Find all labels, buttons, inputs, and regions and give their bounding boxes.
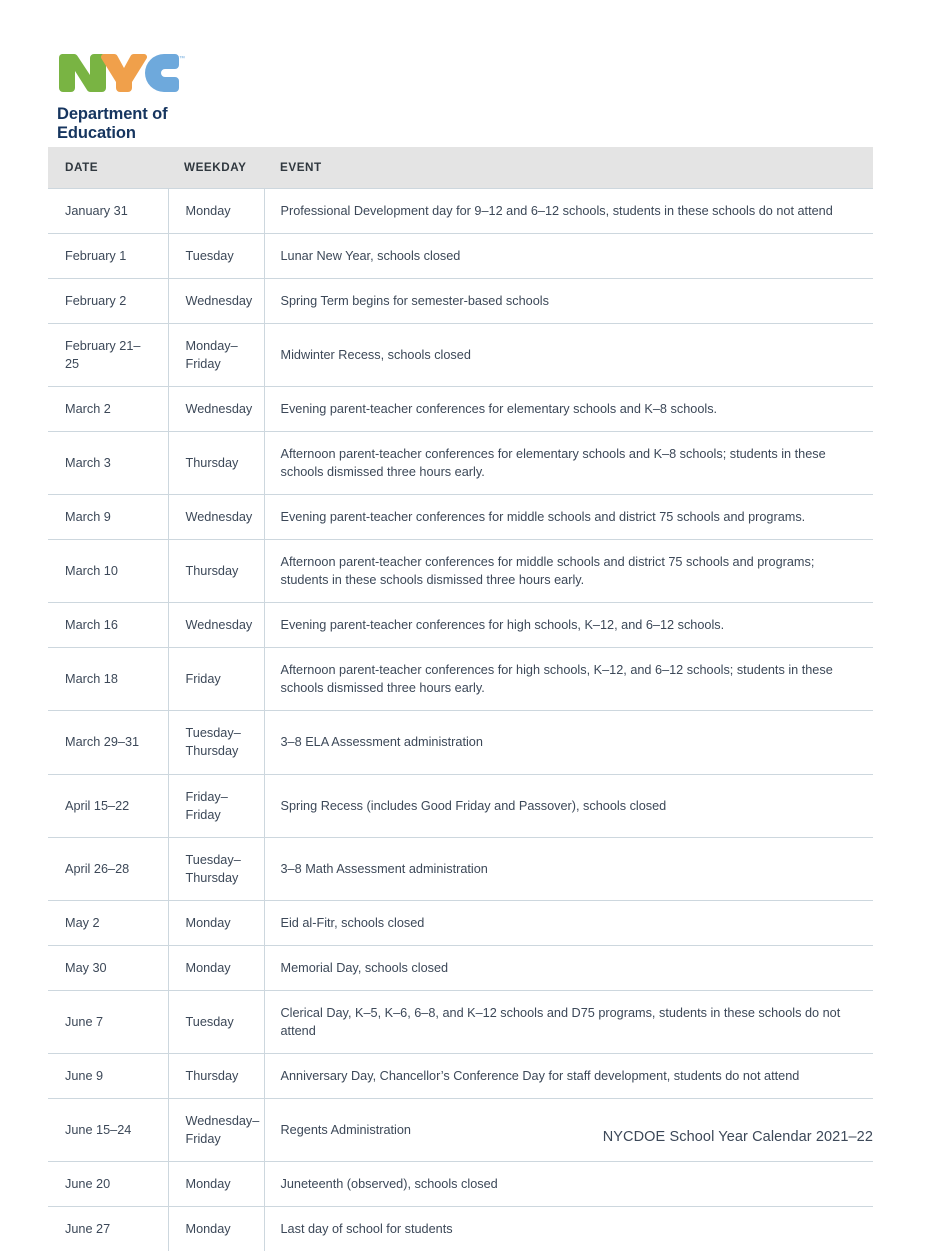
table-row	[48, 711, 873, 774]
footer-caption: NYCDOE School Year Calendar 2021–22	[602, 1129, 873, 1145]
cell-weekday: Tuesday–Thursday	[168, 711, 264, 774]
table-row	[48, 945, 873, 990]
table-row	[48, 648, 873, 711]
nycdoe-logo	[57, 48, 317, 143]
cell-date: January 31	[48, 189, 168, 234]
cell-date: March 9	[48, 495, 168, 540]
table-row	[48, 324, 873, 387]
table-row	[48, 1053, 873, 1098]
cell-date: April 26–28	[48, 837, 168, 900]
cell-date: May 30	[48, 945, 168, 990]
cell-event: Evening parent-teacher conferences for high schools, K–12, and 6–12 schools.	[264, 603, 873, 648]
cell-date: June 7	[48, 990, 168, 1053]
cell-date: June 9	[48, 1053, 168, 1098]
cell-event: Evening parent-teacher conferences for elementary schools and K–8 schools.	[264, 387, 873, 432]
table-row	[48, 387, 873, 432]
cell-weekday: Wednesday	[168, 603, 264, 648]
calendar-table	[48, 147, 873, 1251]
table-row	[48, 432, 873, 495]
cell-date: February 21–25	[48, 324, 168, 387]
cell-event: Memorial Day, schools closed	[264, 945, 873, 990]
cell-date: March 10	[48, 540, 168, 603]
trademark-glyph: ™	[179, 56, 185, 62]
cell-date: March 16	[48, 603, 168, 648]
logo-wordmark-line2: Education	[57, 123, 136, 142]
table-row	[48, 234, 873, 279]
cell-event: 3–8 Math Assessment administration	[264, 837, 873, 900]
cell-weekday: Thursday	[168, 1053, 264, 1098]
cell-weekday: Tuesday	[168, 990, 264, 1053]
cell-weekday: Tuesday–Thursday	[168, 837, 264, 900]
cell-event: Afternoon parent-teacher conferences for middle schools and district 75 schools and programs; students in these schools dismissed three hours early.	[264, 540, 873, 603]
logo-wordmark-line1: Department of	[57, 105, 168, 123]
table-row	[48, 495, 873, 540]
table-row	[48, 189, 873, 234]
cell-weekday: Wednesday	[168, 495, 264, 540]
table-header-row	[48, 147, 873, 189]
table-row	[48, 774, 873, 837]
cell-event: Eid al-Fitr, schools closed	[264, 900, 873, 945]
cell-date: April 15–22	[48, 774, 168, 837]
cell-weekday: Thursday	[168, 432, 264, 495]
cell-event: Afternoon parent-teacher conferences for elementary schools and K–8 schools; students in these schools dismissed three hours early.	[264, 432, 873, 495]
table-row	[48, 900, 873, 945]
column-header-weekday: WEEKDAY	[168, 147, 264, 189]
cell-event: Clerical Day, K–5, K–6, 6–8, and K–12 schools and D75 programs, students in these schools do not attend	[264, 990, 873, 1053]
cell-weekday: Monday	[168, 1161, 264, 1206]
cell-weekday: Monday	[168, 945, 264, 990]
cell-weekday: Monday	[168, 1206, 264, 1251]
cell-event: Professional Development day for 9–12 and 6–12 schools, students in these schools do not attend	[264, 189, 873, 234]
column-header-date: DATE	[48, 147, 168, 189]
cell-date: February 1	[48, 234, 168, 279]
cell-weekday: Friday	[168, 648, 264, 711]
logo-wordmark	[57, 105, 317, 143]
table-row	[48, 1206, 873, 1251]
cell-event: Midwinter Recess, schools closed	[264, 324, 873, 387]
cell-event: Spring Recess (includes Good Friday and Passover), schools closed	[264, 774, 873, 837]
cell-event: Evening parent-teacher conferences for middle schools and district 75 schools and programs.	[264, 495, 873, 540]
cell-event: Spring Term begins for semester-based schools	[264, 279, 873, 324]
cell-date: June 27	[48, 1206, 168, 1251]
cell-date: March 18	[48, 648, 168, 711]
column-header-event: EVENT	[264, 147, 873, 189]
table-row	[48, 837, 873, 900]
cell-weekday: Monday	[168, 900, 264, 945]
cell-date: May 2	[48, 900, 168, 945]
cell-date: February 2	[48, 279, 168, 324]
table-row	[48, 990, 873, 1053]
cell-event: Lunar New Year, schools closed	[264, 234, 873, 279]
cell-date: March 3	[48, 432, 168, 495]
table-row	[48, 540, 873, 603]
table-body	[48, 189, 873, 1251]
cell-weekday: Monday–Friday	[168, 324, 264, 387]
cell-event: Regents Administration	[264, 1098, 873, 1161]
cell-date: June 20	[48, 1161, 168, 1206]
table-row	[48, 279, 873, 324]
cell-event: Last day of school for students	[264, 1206, 873, 1251]
cell-date: March 2	[48, 387, 168, 432]
table-row	[48, 603, 873, 648]
cell-date: March 29–31	[48, 711, 168, 774]
cell-weekday: Wednesday	[168, 279, 264, 324]
table-header	[48, 147, 873, 189]
cell-weekday: Friday–Friday	[168, 774, 264, 837]
cell-weekday: Monday	[168, 189, 264, 234]
cell-weekday: Thursday	[168, 540, 264, 603]
calendar-table-container	[48, 147, 873, 1251]
cell-event: Afternoon parent-teacher conferences for high schools, K–12, and 6–12 schools; students in these schools dismissed three hours early.	[264, 648, 873, 711]
cell-event: Juneteenth (observed), schools closed	[264, 1161, 873, 1206]
cell-weekday: Wednesday	[168, 387, 264, 432]
cell-date: June 15–24	[48, 1098, 168, 1161]
cell-weekday: Tuesday	[168, 234, 264, 279]
nyc-logo-icon	[57, 48, 187, 98]
cell-event: Anniversary Day, Chancellor’s Conference Day for staff development, students do not attend	[264, 1053, 873, 1098]
cell-weekday: Wednesday–Friday	[168, 1098, 264, 1161]
cell-event: 3–8 ELA Assessment administration	[264, 711, 873, 774]
